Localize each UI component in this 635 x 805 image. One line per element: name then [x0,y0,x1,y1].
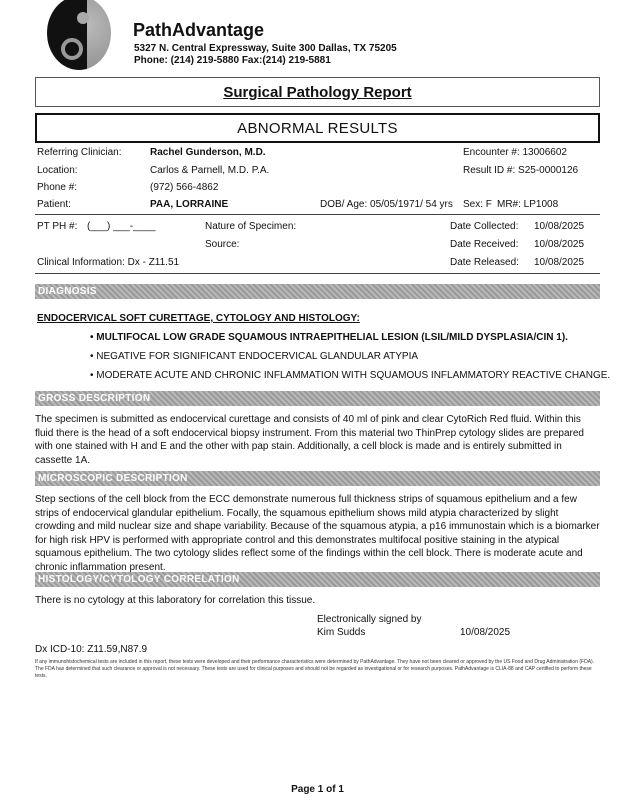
patient-name: PAA, LORRAINE [150,199,229,210]
referring-label: Referring Clinician: [37,147,122,158]
referring-clinician: Rachel Gunderson, M.D. [150,147,266,158]
patient-label: Patient: [37,199,71,210]
pathadvantage-logo [47,0,111,70]
gross-description-header: GROSS DESCRIPTION [35,391,600,406]
signature-date: 10/08/2025 [460,627,511,638]
date-collected: 10/08/2025 [534,221,585,232]
phone-label: Phone #: [37,182,78,193]
specimen-label: Nature of Specimen: [205,221,297,232]
lab-address: 5327 N. Central Expressway, Suite 300 Dallas, TX 75205 [134,43,397,54]
lab-contact [134,43,397,67]
gross-description-text: The specimen is submitted as endocervical curettage and consists of 40 ml of pink and clear CytoRich Red fluid. Within this fluid there is the head of a soft endocervical biopsy instrument. From this material two ThinPrep cytology slides are prepared with one stained with H and E and the other with pap stain. Additionally, a cell block is made and is entirely submitted in cassette 1A. [35,414,584,466]
date-received: 10/08/2025 [534,239,585,250]
lab-phone: Phone: (214) 219-5880 Fax:(214) 219-5881 [134,55,331,66]
collected-label: Date Collected: [450,221,519,232]
pt-phone-label: PT PH #: [37,221,78,232]
result-id: Result ID #: S25-0000126 [463,165,579,176]
diagnosis-item: • NEGATIVE FOR SIGNIFICANT ENDOCERVICAL GLANDULAR ATYPIA [90,351,419,362]
divider [35,273,600,274]
brand-name: PathAdvantage [133,20,265,40]
report-title-box [35,77,600,107]
encounter-number: Encounter #: 13006602 [463,147,567,158]
received-label: Date Received: [450,239,519,250]
microscopic-description-header: MICROSCOPIC DESCRIPTION [35,471,600,486]
diagnosis-item: • MODERATE ACUTE AND CHRONIC INFLAMMATION WITH SQUAMOUS INFLAMMATORY REACTIVE CHANGE. [90,370,611,381]
dx-icd-codes: Dx ICD-10: Z11.59,N87.9 [35,644,148,655]
status-banner: ABNORMAL RESULTS [35,113,600,141]
page-number: Page 1 of 1 [291,784,344,795]
released-label: Date Released: [450,257,519,268]
signed-by-label: Electronically signed by [317,614,422,625]
diagnosis-item: • MULTIFOCAL LOW GRADE SQUAMOUS INTRAEPITHELIAL LESION (LSIL/MILD DYSPLASIA/CIN 1). [90,332,568,343]
mrn: MR#: LP1008 [497,199,559,210]
divider [35,141,600,143]
correlation-header: HISTOLOGY/CYTOLOGY CORRELATION [35,572,600,587]
diagnosis-header: DIAGNOSIS [35,284,600,299]
diagnosis-heading: ENDOCERVICAL SOFT CURETTAGE, CYTOLOGY AND HISTOLOGY: [37,313,360,324]
divider [35,214,600,215]
clinical-information: Clinical Information: Dx - Z11.51 [37,257,180,268]
disclaimer: If any immunohistochemical tests are included in this report, these tests were developed and their performance characteristics were determined by PathAdvantage. They have not been cleared or approved by the US Food and Drug Administration (FDA). The FDA has determined that such clearance or approval is not necessary. These tests are used for clinical purposes and should not be regarded as investigational or for research purposes. PathAdvantage is CLIA-88 and CAP certified to perform these tests. [35,659,595,679]
date-released: 10/08/2025 [534,257,585,268]
location-label: Location: [37,165,78,176]
dob-age: DOB/ Age: 05/05/1971/ 54 yrs [320,199,453,210]
location: Carlos & Parnell, M.D. P.A. [150,165,270,176]
pt-phone: (___) ___-____ [87,221,156,232]
sex: Sex: F [463,199,492,210]
report-title: Surgical Pathology Report [223,84,412,101]
clinician-phone: (972) 566-4862 [150,182,219,193]
source-label: Source: [205,239,240,250]
microscopic-description-text: Step sections of the cell block from the ECC demonstrate numerous full thickness strips of squamous epithelium and a few strips of endocervical glandular epithelium. Focally, the squamous epithelium shows mild atypia characterized by slight crowding and mild nuclear size and shape variability. Because of the squamous atypia, a p16 immunostain which is a biomarker for high risk HPV is performed with appropriate control and this demonstrates multifocal positive staining in the atypical squamous epithelium. The two cytology slides reflect some of the findings within the cell block. There is moderate acute and chronic inflammation present. [35,494,600,573]
signer-name: Kim Sudds [317,627,366,638]
correlation-text: There is no cytology at this laboratory for correlation this tissue. [35,595,316,606]
